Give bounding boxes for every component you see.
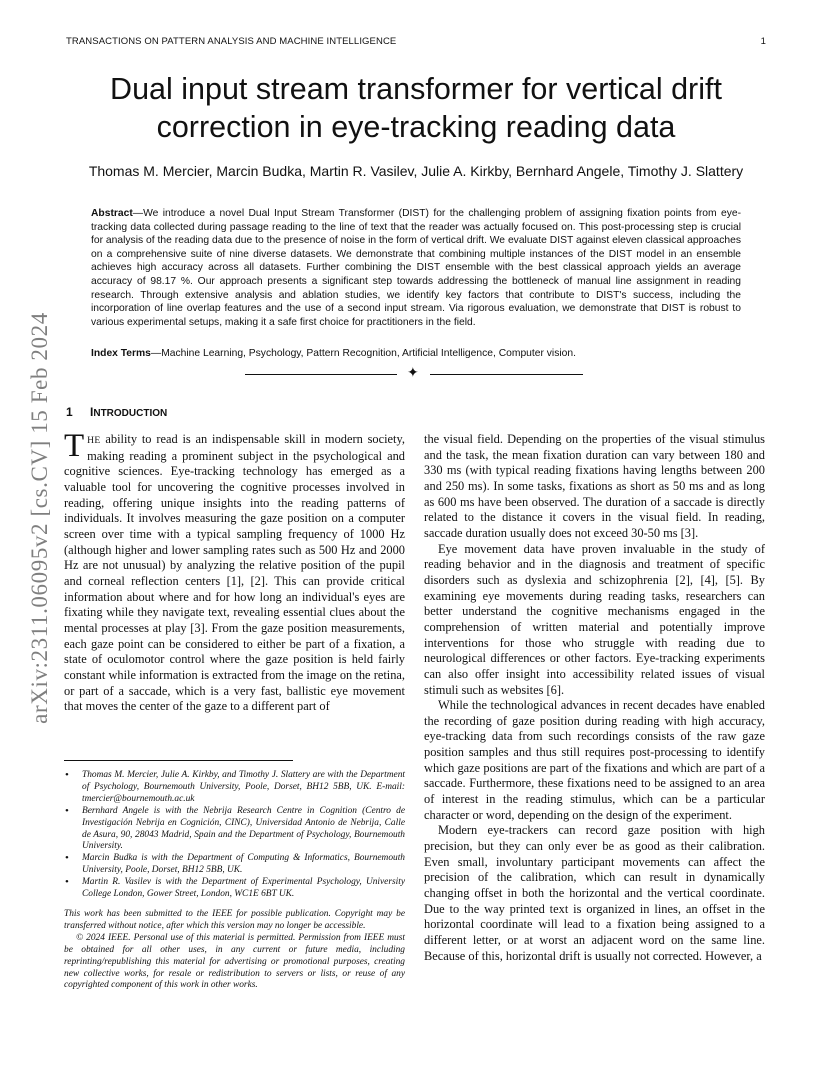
section-number: 1 [66,405,73,419]
running-head [66,36,766,47]
abstract-label: Abstract [91,208,133,219]
journal-name: TRANSACTIONS ON PATTERN ANALYSIS AND MACHINE INTELLIGENCE [66,36,397,47]
index-terms-text: —Machine Learning, Psychology, Pattern Recognition, Artificial Intelligence, Computer vision. [150,348,576,359]
footnotes [64,770,405,992]
divider-diamond-icon: ✦ [407,366,419,381]
copyright-notice: © 2024 IEEE. Personal use of this material is permitted. Permission from IEEE must be obtained for all other uses, in any current or future media, including reprinting/republishing this material for advertising or promotional purposes, creating new collective works, for resale or redistribution to servers or lists, or reuse of any copyrighted component of this work in other works. [64,932,405,991]
drop-cap: T [64,428,85,464]
drop-cap-continuation: HE [87,435,101,446]
divider-rule-right [430,374,583,375]
body-column-left [64,428,405,715]
abstract [91,207,741,329]
author-list: Thomas M. Mercier, Marcin Budka, Martin R. Vasilev, Julie A. Kirkby, Bernhard Angele, Timothy J. Slattery [88,163,744,179]
index-terms-label: Index Terms [91,348,151,359]
title-line-2: correction in eye-tracking reading data [156,110,676,144]
body-column-right [424,432,765,964]
paragraph-1-left-text: ability to read is an indispensable skill in modern society, making reading a prominent subject in the psychological and cognitive sciences. Eye-tracking technology has emerged as a valuable tool for uncovering the cognitive processes involved in reading, offering unique insights into the reading patterns of individuals. It involves measuring the gaze position on a computer screen over time with a typical sampling frequency of 1000 Hz (although higher and lower sampling rates such as 500 Hz and 2000 Hz are not unusual) by analyzing the relative position of the pupil and corneal reflection centers [1], [2]. This can provide critical information about where and for how long an individual's eyes are fixating while they navigate text, revealing essential clues about the mental processes at play [3]. From the gaze position measurements, each gaze point can be considered to either be part of a fixation, a state of oculomotor control where the gaze position is held fairly constant while information is extracted from the image on the retina, or part of a saccade, which is a very fast, ballistic eye movement that moves the center of the gaze to a different part of [64,432,405,714]
title-line-1: Dual input stream transformer for vertical drift [110,72,722,106]
affiliation-item: • Martin R. Vasilev is with the Department of Experimental Psychology, University College London, Gower Street, London, WC1E 6BT UK. [64,877,405,901]
section-title-rest: NTRODUCTION [93,408,168,419]
section-title-initial: I [90,405,94,419]
intro-paragraph-4: Modern eye-trackers can record gaze position with high precision, but they can only ever be as good as their calibration. Even small, involuntary participant movements can affect the precision of the calibration, which can result in dynamically changing offset in both the horizontal and the vertical coordinate. Due to the way printed text is organized in lines, an offset in the horizontal coordinate will lead to a fixation being assigned to a different letter, or at worst an adjacent word on the same line. Because of this, horizontal drift is usually not corrected. However, a [424,823,765,963]
footnote-rule [64,760,293,761]
arxiv-identifier-stamp: arXiv:2311.06095v2 [cs.CV] 15 Feb 2024 [27,312,52,724]
affiliation-list [64,770,405,901]
abstract-text: —We introduce a novel Dual Input Stream Transformer (DIST) for the challenging problem of assigning fixation points from eye-tracking data collected during passage reading to the line of text that the reader was actually focused on. This post-processing step is crucial for analysis of the reading data due to the presence of noise in the form of vertical drift. We evaluate DIST against eleven classical approaches on a comprehensive suite of nine diverse datasets. We demonstrate that combining multiple instances of the DIST model in an ensemble achieves high accuracy across all datasets. Further combining the DIST ensemble with the best classical approach yields an average accuracy of 98.17 %. Our approach presents a significant step towards addressing the bottleneck of manual line assignment in reading research. Through extensive analysis and ablation studies, we identify key factors that contribute to DIST's success, including the incorporation of line overlap features and the use of a second input stream. Via rigorous evaluation, we demonstrate that DIST is robust to various experimental setups, making it a safe first choice for practitioners in the field. [91,208,741,328]
affiliation-item: • Bernhard Angele is with the Nebrija Research Centre in Cognition (Centro de Investigación Nebrija en Cognición, CINC), Universidad Antonio de Nebrija, Calle de Asura, 90, 28043 Madrid, Spain and the Department of Psychology, Bournemouth University. [64,806,405,854]
affiliation-item: • Thomas M. Mercier, Julie A. Kirkby, and Timothy J. Slattery are with the Department of Psychology, Bournemouth University, Poole, Dorset, BH12 5BB, UK. E-mail: tmercier@bournemouth.ac.uk [64,770,405,806]
page-number: 1 [760,36,766,47]
submission-notice: This work has been submitted to the IEEE for possible publication. Copyright may be transferred without notice, after which this version may no longer be accessible. [64,908,405,931]
divider-rule-left [245,374,397,375]
intro-paragraph-1-start [64,428,405,715]
section-heading [66,405,167,419]
affiliation-item: • Marcin Budka is with the Department of Computing & Informatics, Bournemouth University, Poole, Dorset, BH12 5BB, UK. [64,853,405,877]
intro-paragraph-1-end: the visual field. Depending on the properties of the visual stimulus and the task, the mean fixation duration can vary between 180 and 330 ms (with typical reading fixations having lengths between 200 and 250 ms). In some tasks, fixations as short as 50 ms and as long as 600 ms have been observed. The duration of a saccade is directly related to the distance it covers in the visual field. In reading, saccade duration usually does not exceed 30-50 ms [3]. [424,432,765,540]
intro-paragraph-3: While the technological advances in recent decades have enabled the recording of gaze position during reading with high accuracy, eye-tracking data from such recordings consists of the raw gaze position samples and thus still requires post-processing to identify which gaze positions are part of the fixations and which are part of a saccade. Furthermore, these fixations need to be assigned to an area of interest in the reading stimulus, which can be a particular character or word, depending on the design of the experiment. [424,698,765,822]
index-terms [91,347,741,361]
paper-title [66,70,766,146]
intro-paragraph-2: Eye movement data have proven invaluable in the study of reading behavior and in the diagnosis and treatment of specific disorders such as dyslexia and schizophrenia [2], [4], [5]. By examining eye movements during reading tasks, researchers can better understand the cognitive mechanisms engaged in the comprehension of written material and potentially improve interventions for those who struggle with reading due to neurological differences or other factors. Eye-tracking experiments can also offer insight into accessibility related issues of visual stimuli such as websites [6]. [424,541,765,697]
